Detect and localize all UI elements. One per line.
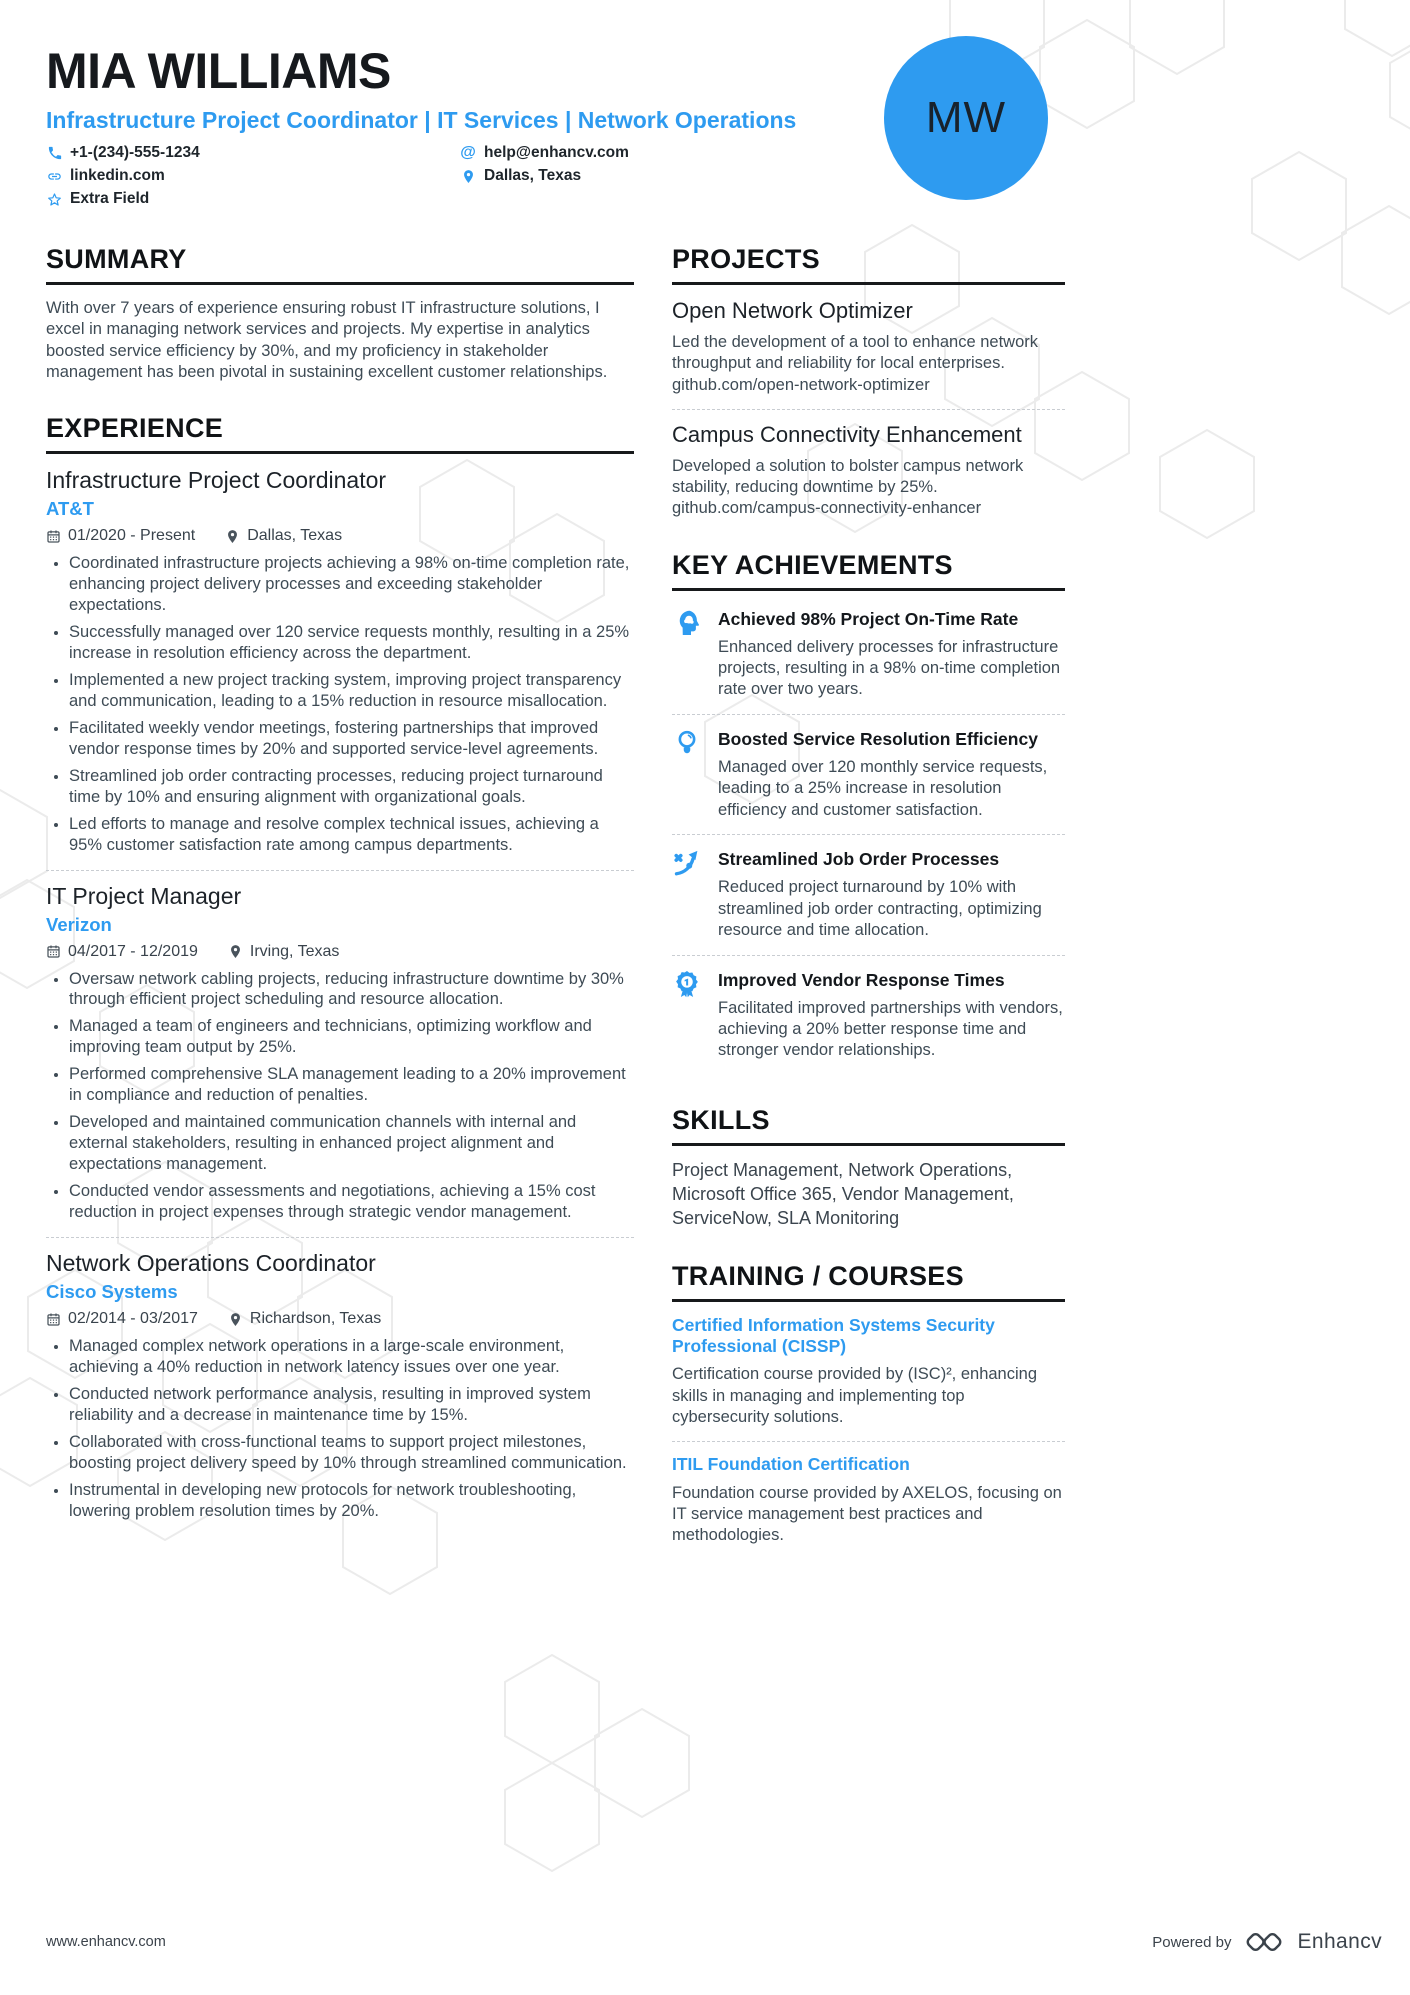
job-bullets <box>46 969 634 1223</box>
course-entry <box>672 1315 1065 1429</box>
achievement-entry <box>672 955 1065 1075</box>
contact-list <box>46 144 746 208</box>
strategy-icon <box>672 846 718 941</box>
experience-entry <box>46 467 634 855</box>
at-icon: @ <box>460 144 476 161</box>
job-meta <box>46 943 634 961</box>
contact-location <box>460 167 746 185</box>
contact-email-label: help@enhancv.com <box>484 144 629 161</box>
achievement-entry <box>672 714 1065 834</box>
projects-heading: PROJECTS <box>672 244 1065 285</box>
course-entry <box>672 1441 1065 1546</box>
avatar <box>884 36 1048 200</box>
achievement-entry <box>672 604 1065 714</box>
star-icon <box>46 191 62 207</box>
location-icon <box>228 944 243 959</box>
achievement-description: Enhanced delivery processes for infrastructure projects, resulting in a 98% on-time completion rate over two years. <box>718 637 1061 699</box>
company-link[interactable]: AT&T <box>46 498 94 520</box>
summary-heading: SUMMARY <box>46 244 634 285</box>
bullet-item: • Conducted vendor assessments and negotiations, achieving a 15% cost reduction in project expenses through strategic vendor management. <box>69 1181 634 1223</box>
course-title: Certified Information Systems Security Professional (CISSP) <box>672 1314 995 1356</box>
summary-text: With over 7 years of experience ensuring robust IT infrastructure solutions, I excel in managing network services and projects. My expertise in analytics boosted service efficiency by 30%, and my proficiency in stakeholder management has been pivotal in sustaining excellent customer relationships. <box>46 299 608 381</box>
job-location: Dallas, Texas <box>225 527 342 545</box>
company-link[interactable]: Verizon <box>46 913 112 935</box>
contact-linkedin[interactable] <box>46 167 460 185</box>
bullet-item: • Streamlined job order contracting processes, reducing project turnaround time by 10% and ensuring alignment with organizational goals. <box>69 766 634 808</box>
contact-phone[interactable] <box>46 144 460 162</box>
bullet-item: • Managed a team of engineers and technicians, optimizing workflow and improving team output by 25%. <box>69 1016 634 1058</box>
skills-section <box>672 1105 1065 1231</box>
skills-heading: SKILLS <box>672 1105 1065 1146</box>
projects-section <box>672 244 1065 520</box>
project-title: Campus Connectivity Enhancement <box>672 421 1022 447</box>
achievement-title: Achieved 98% Project On-Time Rate <box>718 608 1019 629</box>
brand-name: Enhancv <box>1297 1930 1382 1953</box>
project-entry <box>672 409 1065 520</box>
job-meta <box>46 1310 634 1328</box>
calendar-icon <box>46 944 61 959</box>
training-section <box>672 1261 1065 1547</box>
bullet-item: • Managed complex network operations in a large-scale environment, achieving a 40% reduction in network latency issues over one year. <box>69 1336 634 1378</box>
job-title: IT Project Manager <box>46 882 242 909</box>
experience-section <box>46 413 634 1522</box>
project-entry <box>672 298 1065 396</box>
calendar-icon <box>46 1312 61 1327</box>
bullet-item: • Facilitated weekly vendor meetings, fostering partnerships that improved vendor response times by 20% and supported service-level agreements. <box>69 718 634 760</box>
achievement-title: Improved Vendor Response Times <box>718 969 1005 990</box>
contact-location-label: Dallas, Texas <box>484 167 582 184</box>
contact-extra-field <box>46 190 460 208</box>
avatar-initials: MW <box>925 93 1007 142</box>
bullet-item: • Coordinated infrastructure projects achieving a 98% on-time completion rate, enhancing project delivery processes and exceeding stakeholder expectations. <box>69 553 634 616</box>
training-heading: TRAINING / COURSES <box>672 1261 1065 1302</box>
job-title: Network Operations Coordinator <box>46 1250 376 1276</box>
website-link[interactable]: www.enhancv.com <box>46 1934 166 1950</box>
experience-entry <box>46 1237 634 1522</box>
contact-linkedin-label: linkedin.com <box>70 167 165 184</box>
achievement-description: Reduced project turnaround by 10% with streamlined job order contracting, optimizing resource and time allocation. <box>718 878 1042 940</box>
powered-by[interactable] <box>1152 1929 1382 1955</box>
course-description: Certification course provided by (ISC)², enhancing skills in managing and implementing top cybersecurity solutions. <box>672 1365 1038 1426</box>
bullet-item: • Collaborated with cross-functional teams to support project milestones, boosting project delivery speed by 10% through streamlined communication. <box>69 1432 634 1474</box>
project-description: Led the development of a tool to enhance network throughput and reliability for local enterprises. github.com/open-network-optimizer <box>672 332 1039 394</box>
job-bullets <box>46 553 634 855</box>
contact-phone-label: +1-(234)-555-1234 <box>70 144 200 161</box>
location-icon <box>460 168 476 184</box>
bullet-item: • Successfully managed over 120 service requests monthly, resulting in a 25% increase in resolution efficiency across the department. <box>69 622 634 664</box>
achievement-entry <box>672 834 1065 954</box>
achievements-heading: KEY ACHIEVEMENTS <box>672 550 1065 591</box>
page-title: MIA WILLIAMS <box>46 43 391 99</box>
company-link[interactable]: Cisco Systems <box>46 1281 178 1302</box>
job-location: Irving, Texas <box>228 943 340 961</box>
medal-icon <box>672 967 718 1062</box>
achievement-title: Boosted Service Resolution Efficiency <box>718 728 1038 749</box>
location-icon <box>225 529 240 544</box>
job-bullets <box>46 1336 634 1522</box>
job-title: Infrastructure Project Coordinator <box>46 467 387 494</box>
job-dates: 02/2014 - 03/2017 <box>46 1310 198 1328</box>
project-title: Open Network Optimizer <box>672 298 913 323</box>
bullet-item: • Implemented a new project tracking system, improving project transparency and communication, leading to a 15% reduction in resource misallocation. <box>69 670 634 712</box>
bullet-item: • Oversaw network cabling projects, reducing infrastructure downtime by 30% through efficient project scheduling and resource allocation. <box>69 969 634 1011</box>
job-dates: 04/2017 - 12/2019 <box>46 943 198 961</box>
location-icon <box>228 1312 243 1327</box>
enhancv-logo-icon <box>1243 1929 1285 1955</box>
page-footer <box>46 1929 1382 1955</box>
link-icon <box>46 168 62 184</box>
achievement-title: Streamlined Job Order Processes <box>718 849 1000 870</box>
bullet-item: • Conducted network performance analysis, resulting in improved system reliability and a decrease in maintenance time by 15%. <box>69 1384 634 1426</box>
job-location: Richardson, Texas <box>228 1310 381 1328</box>
lightbulb-icon <box>672 726 718 821</box>
experience-heading: EXPERIENCE <box>46 413 634 454</box>
brain-icon <box>672 606 718 701</box>
bullet-item: • Developed and maintained communication channels with internal and external stakeholders, resulting in enhanced project alignment and expectations management. <box>69 1112 634 1175</box>
powered-by-label: Powered by <box>1152 1933 1232 1951</box>
bullet-item: • Performed comprehensive SLA management leading to a 20% improvement in compliance and reduction of penalties. <box>69 1064 634 1106</box>
project-description: Developed a solution to bolster campus network stability, reducing downtime by 25%. github.com/campus-connectivity-enhancer <box>672 456 1024 518</box>
job-dates: 01/2020 - Present <box>46 527 195 545</box>
course-description: Foundation course provided by AXELOS, focusing on IT service management best practices and methodologies. <box>672 1483 1062 1545</box>
bullet-item: • Led efforts to manage and resolve complex technical issues, achieving a 95% customer satisfaction rate among campus departments. <box>69 814 634 856</box>
experience-entry <box>46 870 634 1223</box>
achievement-description: Managed over 120 monthly service requests, leading to a 25% increase in resolution efficiency and customer satisfaction. <box>718 757 1048 819</box>
job-meta <box>46 527 634 545</box>
course-title: ITIL Foundation Certification <box>672 1454 910 1475</box>
calendar-icon <box>46 529 61 544</box>
summary-section <box>46 244 634 383</box>
bullet-item: • Instrumental in developing new protocols for network troubleshooting, lowering problem resolution times by 20%. <box>69 1480 634 1522</box>
skills-list: Project Management, Network Operations, Microsoft Office 365, Vendor Management, ServiceNow, SLA Monitoring <box>672 1159 1014 1228</box>
phone-icon <box>46 145 62 161</box>
resume-header <box>46 42 1364 208</box>
contact-extra-label: Extra Field <box>70 190 150 207</box>
job-headline: Infrastructure Project Coordinator | IT Services | Network Operations <box>46 107 797 133</box>
contact-email[interactable] <box>460 144 746 162</box>
achievements-section <box>672 550 1065 1075</box>
achievement-description: Facilitated improved partnerships with vendors, achieving a 20% better response time and stronger vendor relationships. <box>718 998 1063 1060</box>
